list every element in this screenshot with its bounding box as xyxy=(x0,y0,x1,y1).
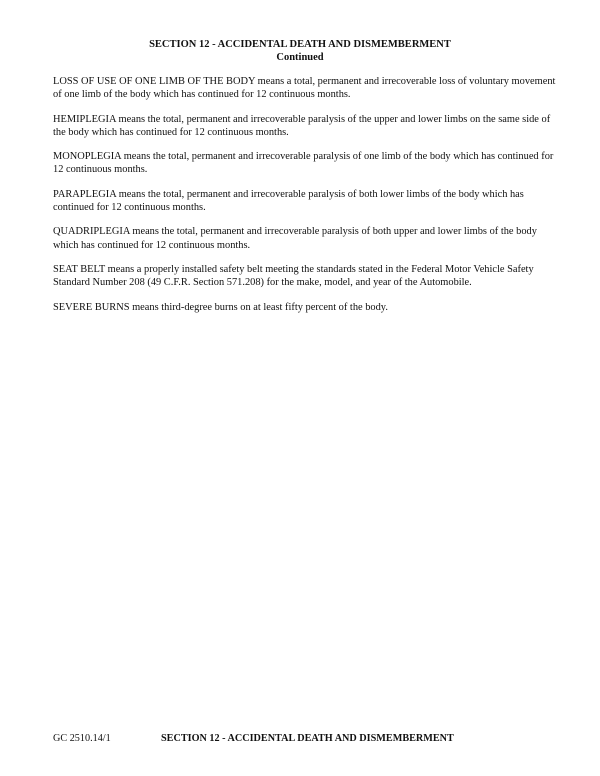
definition-seat-belt: SEAT BELT means a properly installed safety belt meeting the standards stated in the Federal Motor Vehicle Safety Standard Number 208 (49 C.F.R. Section 571.208) for the make, model, and year of the Automobile. xyxy=(53,263,534,289)
form-code: GC 2510.14/1 xyxy=(53,733,111,744)
section-subtitle: Continued xyxy=(276,52,324,63)
definition-quadriplegia: QUADRIPLEGIA means the total, permanent and irrecoverable paralysis of both upper and lower limbs of the body which has continued for 12 continuous months. xyxy=(53,226,537,251)
definition-monoplegia: MONOPLEGIA means the total, permanent and irrecoverable paralysis of one limb of the body which has continued for 12 continuous months. xyxy=(53,151,554,176)
definition-paraplegia: PARAPLEGIA means the total, permanent and irrecoverable paralysis of both lower limbs of the body which has continued for 12 continuous months. xyxy=(53,188,524,213)
section-title: SECTION 12 - ACCIDENTAL DEATH AND DISMEMBERMENT xyxy=(149,39,451,50)
definitions-body xyxy=(53,75,561,325)
definition-severe-burns: SEVERE BURNS means third-degree burns on at least fifty percent of the body. xyxy=(53,301,388,313)
definition-loss-of-use: LOSS OF USE OF ONE LIMB OF THE BODY means a total, permanent and irrecoverable loss of voluntary movement of one limb of the body which has continued for 12 continuous months. xyxy=(53,76,556,101)
footer-section-title: SECTION 12 - ACCIDENTAL DEATH AND DISMEMBERMENT xyxy=(161,733,454,744)
definition-hemiplegia: HEMIPLEGIA means the total, permanent and irrecoverable paralysis of the upper and lower limbs on the same side of the body which has continued for 12 continuous months. xyxy=(53,113,551,138)
page-header xyxy=(0,38,600,64)
